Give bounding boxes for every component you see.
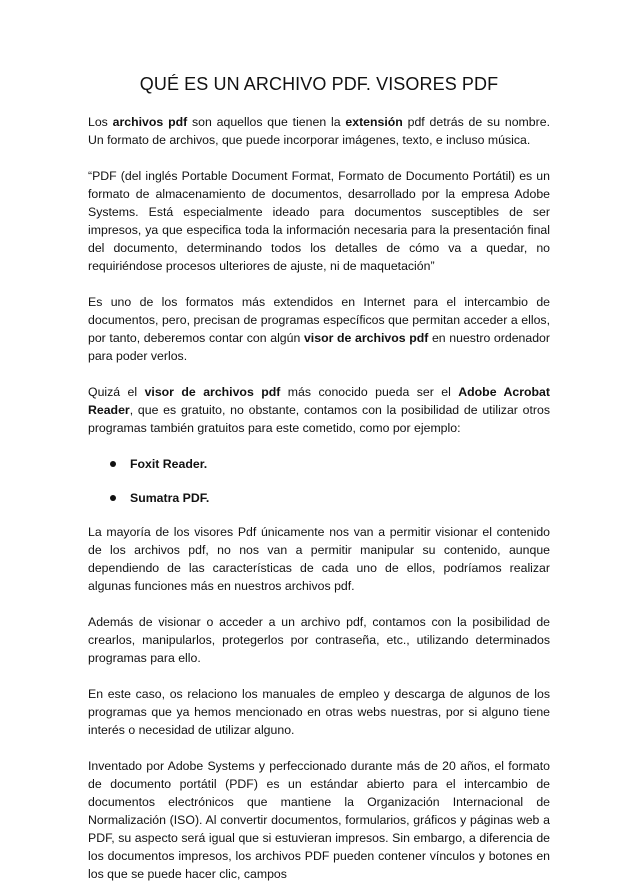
paragraph-intro bbox=[88, 113, 550, 149]
list-item-label: Foxit Reader. bbox=[130, 457, 208, 471]
text: son aquellos que tienen la bbox=[187, 115, 346, 129]
text: en nuestro ordenador para poder verlos. bbox=[88, 331, 550, 363]
paragraph-manuals: En este caso, os relaciono los manuales de empleo y descarga de algunos de los programas que ya hemos mencionado en otras webs nuestras, por si alguno tiene interés o necesidad de utilizar alguno. bbox=[88, 687, 550, 737]
list-item-label: Sumatra PDF. bbox=[130, 491, 210, 505]
text: Es uno de los formatos más extendidos en Internet para el intercambio de documentos, pero, precisan de programas específicos que permitan acceder a ellos, por tanto, deberemos contar con algún bbox=[88, 295, 550, 345]
paragraph-capabilities: La mayoría de los visores Pdf únicamente nos van a permitir visionar el contenido de los archivos pdf, no nos van a permitir manipular su contenido, aunque dependiendo de las características de cada uno de ellos, podríamos realizar algunas funciones más en nuestros archivos pdf. bbox=[88, 525, 550, 593]
viewer-list bbox=[88, 455, 550, 507]
list-item bbox=[110, 489, 550, 507]
text: Quizá el bbox=[88, 385, 145, 399]
list-item bbox=[110, 455, 550, 473]
bullet-icon bbox=[110, 461, 116, 467]
text: más conocido pueda ser el bbox=[280, 385, 459, 399]
bold-term: Adobe Acrobat Reader bbox=[88, 385, 550, 417]
paragraph-formats bbox=[88, 293, 550, 365]
bold-term: archivos pdf bbox=[112, 115, 188, 129]
paragraph-quote: “PDF (del inglés Portable Document Format, Formato de Documento Portátil) es un formato de almacenamiento de documentos, desarrollado por la empresa Adobe Systems. Está especialmente ideado para documentos susceptibles de ser impresos, ya que especifica toda la información necesaria para la presentación final del documento, determinando todos los detalles de cómo va a quedar, no requiriéndose procesos ulteriores de ajuste, ni de maquetación” bbox=[88, 169, 550, 273]
text: , que es gratuito, no obstante, contamos con la posibilidad de utilizar otros programas también gratuitos para este cometido, como por ejemplo: bbox=[88, 403, 550, 435]
bold-term: visor de archivos pdf bbox=[303, 331, 429, 345]
paragraph-create: Además de visionar o acceder a un archivo pdf, contamos con la posibilidad de crearlos, manipularlos, protegerlos por contraseña, etc., utilizando determinados programas para ello. bbox=[88, 615, 550, 665]
page-title: QUÉ ES UN ARCHIVO PDF. VISORES PDF bbox=[139, 74, 499, 94]
bold-term: extensión bbox=[345, 115, 403, 129]
bullet-icon bbox=[110, 495, 116, 501]
text: pdf detrás de su nombre. Un formato de archivos, que puede incorporar imágenes, texto, e incluso música. bbox=[88, 115, 550, 147]
paragraph-history: Inventado por Adobe Systems y perfeccionado durante más de 20 años, el formato de documento portátil (PDF) es un estándar abierto para el intercambio de documentos electrónicos que mantiene la Organización Internacional de Normalización (ISO). Al convertir documentos, formularios, gráficos y páginas web a PDF, su aspecto será igual que si estuvieran impresos. Sin embargo, a diferencia de los documentos impresos, los archivos PDF pueden contener vínculos y botones en los que se puede hacer clic, campos bbox=[88, 759, 550, 881]
paragraph-viewers bbox=[88, 383, 550, 437]
text: Los bbox=[88, 115, 113, 129]
bold-term: visor de archivos pdf bbox=[144, 385, 281, 399]
